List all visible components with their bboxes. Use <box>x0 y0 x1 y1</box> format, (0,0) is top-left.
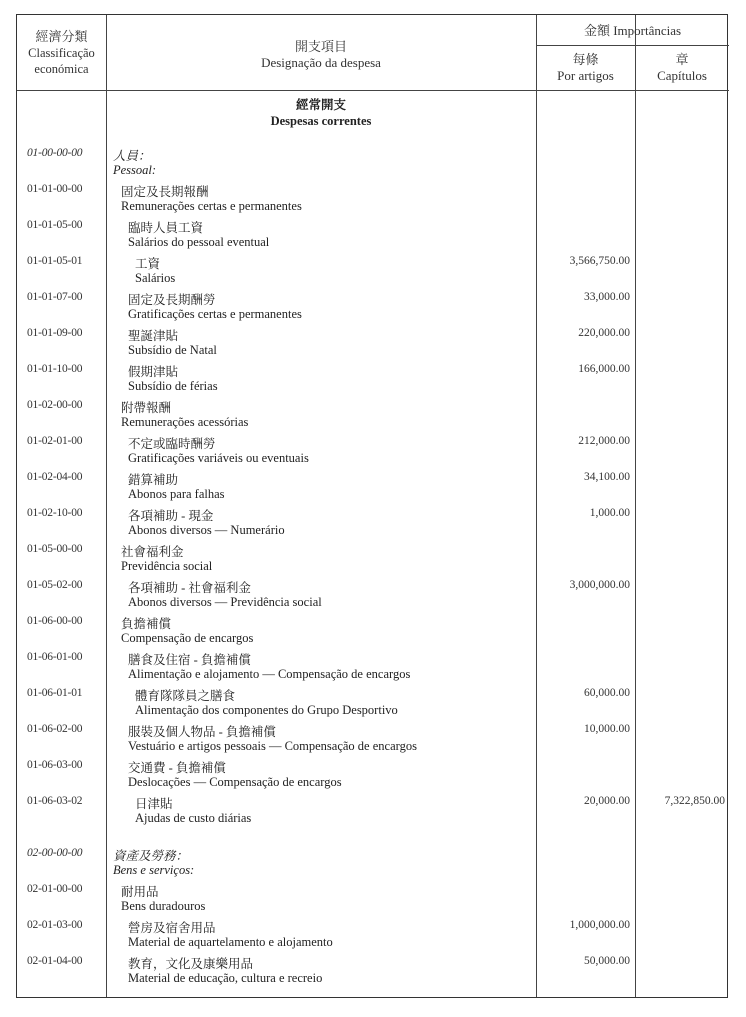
row-amount: 212,000.00 <box>578 435 630 447</box>
row-code: 01-00-00-00 <box>27 147 83 159</box>
row-amount: 60,000.00 <box>584 687 630 699</box>
row-designation-zh: 各項補助 - 社會福利金 <box>128 581 251 595</box>
row-designation-zh: 服裝及個人物品 - 負擔補償 <box>128 725 276 739</box>
row-code: 01-01-00-00 <box>27 183 83 195</box>
row-designation-zh: 資產及勞務： <box>113 849 189 863</box>
row-code: 02-01-03-00 <box>27 919 83 931</box>
row-designation-zh: 工資 <box>135 257 161 271</box>
row-amount: 50,000.00 <box>584 955 630 967</box>
row-code: 01-06-03-00 <box>27 759 83 771</box>
row-designation-zh: 教育，文化及康樂用品 <box>128 957 254 971</box>
budget-table <box>16 14 728 998</box>
row-code: 02-01-04-00 <box>27 955 83 967</box>
row-designation-pt: Remunerações acessórias <box>121 415 249 429</box>
row-designation-pt: Alimentação dos componentes do Grupo Desportivo <box>135 703 398 717</box>
row-designation-pt: Vestuário e artigos pessoais — Compensação de encargos <box>128 739 417 753</box>
row-designation-pt: Previdência social <box>121 559 213 573</box>
header-divider <box>536 45 729 46</box>
row-code: 01-02-04-00 <box>27 471 83 483</box>
row-designation-zh: 負擔補償 <box>121 617 172 631</box>
row-code: 01-02-01-00 <box>27 435 83 447</box>
row-code: 01-02-00-00 <box>27 399 83 411</box>
row-amount: 220,000.00 <box>578 327 630 339</box>
row-code: 01-01-05-00 <box>27 219 83 231</box>
header-classification-zh: 經濟分類 <box>35 29 88 44</box>
row-designation-pt: Material de educação, cultura e recreio <box>128 971 323 985</box>
row-designation-zh: 人員： <box>113 149 151 163</box>
row-amount: 3,566,750.00 <box>569 255 630 267</box>
row-designation-zh: 各項補助 - 現金 <box>128 509 214 523</box>
row-amount: 20,000.00 <box>584 795 630 807</box>
row-designation-pt: Salários do pessoal eventual <box>128 235 270 249</box>
header-per-article-zh: 每條 <box>572 52 599 67</box>
section-title-pt: Despesas correntes <box>270 114 372 128</box>
row-designation-zh: 附帶報酬 <box>121 401 172 415</box>
row-amount: 33,000.00 <box>584 291 630 303</box>
section-title-zh: 經常開支 <box>295 98 346 112</box>
row-code: 02-00-00-00 <box>27 847 83 859</box>
header-designation-pt: Designação da despesa <box>261 55 381 70</box>
row-designation-zh: 錯算補助 <box>128 473 179 487</box>
row-designation-pt: Bens e serviços: <box>113 863 195 877</box>
row-designation-pt: Bens duradouros <box>121 899 206 913</box>
row-designation-pt: Gratificações certas e permanentes <box>128 307 302 321</box>
row-designation-zh: 日津貼 <box>135 797 173 811</box>
row-designation-pt: Compensação de encargos <box>121 631 254 645</box>
row-designation-zh: 社會福利金 <box>121 545 184 559</box>
row-designation-zh: 耐用品 <box>121 885 159 899</box>
column-divider <box>536 15 537 997</box>
header-chapters-zh: 章 <box>675 52 689 67</box>
row-designation-zh: 膳食及住宿 - 負擔補償 <box>128 653 251 667</box>
row-designation-zh: 臨時人員工資 <box>128 221 204 235</box>
row-designation-zh: 營房及宿舍用品 <box>128 921 216 935</box>
row-amount: 10,000.00 <box>584 723 630 735</box>
header-designation <box>106 39 536 71</box>
row-code: 01-01-05-01 <box>27 255 83 267</box>
header-classification-pt: Classificação económica <box>28 46 95 76</box>
row-code: 01-05-00-00 <box>27 543 83 555</box>
row-amount: 3,000,000.00 <box>569 579 630 591</box>
row-code: 01-01-10-00 <box>27 363 83 375</box>
row-designation-pt: Abonos para falhas <box>128 487 225 501</box>
row-designation-pt: Salários <box>135 271 176 285</box>
header-designation-zh: 開支項目 <box>294 39 347 54</box>
row-code: 01-01-07-00 <box>27 291 83 303</box>
row-code: 01-06-01-00 <box>27 651 83 663</box>
row-code: 01-06-01-01 <box>27 687 83 699</box>
row-code: 01-06-02-00 <box>27 723 83 735</box>
row-designation-pt: Remunerações certas e permanentes <box>121 199 302 213</box>
row-chapter-total: 7,322,850.00 <box>664 795 725 807</box>
row-designation-pt: Alimentação e alojamento — Compensação de encargos <box>128 667 411 681</box>
row-code: 01-05-02-00 <box>27 579 83 591</box>
section-heading <box>106 97 536 129</box>
row-code: 01-01-09-00 <box>27 327 83 339</box>
row-amount: 1,000.00 <box>589 507 630 519</box>
row-designation-zh: 固定及長期報酬 <box>121 185 209 199</box>
row-amount: 166,000.00 <box>578 363 630 375</box>
row-code: 01-06-03-02 <box>27 795 83 807</box>
header-per-article <box>536 52 635 84</box>
row-code: 01-02-10-00 <box>27 507 83 519</box>
row-designation-zh: 不定或臨時酬勞 <box>128 437 216 451</box>
row-amount: 1,000,000.00 <box>569 919 630 931</box>
column-divider <box>106 15 107 997</box>
row-designation-pt: Ajudas de custo diárias <box>135 811 252 825</box>
row-designation-pt: Gratificações variáveis ou eventuais <box>128 451 309 465</box>
header-per-article-pt: Por artigos <box>557 68 614 83</box>
row-designation-zh: 體育隊隊員之膳食 <box>135 689 236 703</box>
row-amount: 34,100.00 <box>584 471 630 483</box>
header-chapters-pt: Capítulos <box>657 68 707 83</box>
header-classification <box>17 29 106 77</box>
row-code: 01-06-00-00 <box>27 615 83 627</box>
row-designation-zh: 固定及長期酬勞 <box>128 293 216 307</box>
row-designation-zh: 聖誕津貼 <box>128 329 179 343</box>
header-chapters <box>635 52 729 84</box>
row-designation-pt: Subsídio de Natal <box>128 343 217 357</box>
row-designation-zh: 交通費 - 負擔補償 <box>128 761 226 775</box>
row-designation-pt: Abonos diversos — Numerário <box>128 523 285 537</box>
header-bottom-line <box>17 90 729 91</box>
column-divider <box>635 15 636 997</box>
row-code: 02-01-00-00 <box>27 883 83 895</box>
row-designation-pt: Deslocações — Compensação de encargos <box>128 775 342 789</box>
row-designation-zh: 假期津貼 <box>128 365 179 379</box>
row-designation-pt: Pessoal: <box>113 163 157 177</box>
row-designation-pt: Material de aquartelamento e alojamento <box>128 935 333 949</box>
header-amounts: 金額 Importâncias <box>583 23 682 38</box>
row-designation-pt: Abonos diversos — Previdência social <box>128 595 322 609</box>
row-designation-pt: Subsídio de férias <box>128 379 218 393</box>
